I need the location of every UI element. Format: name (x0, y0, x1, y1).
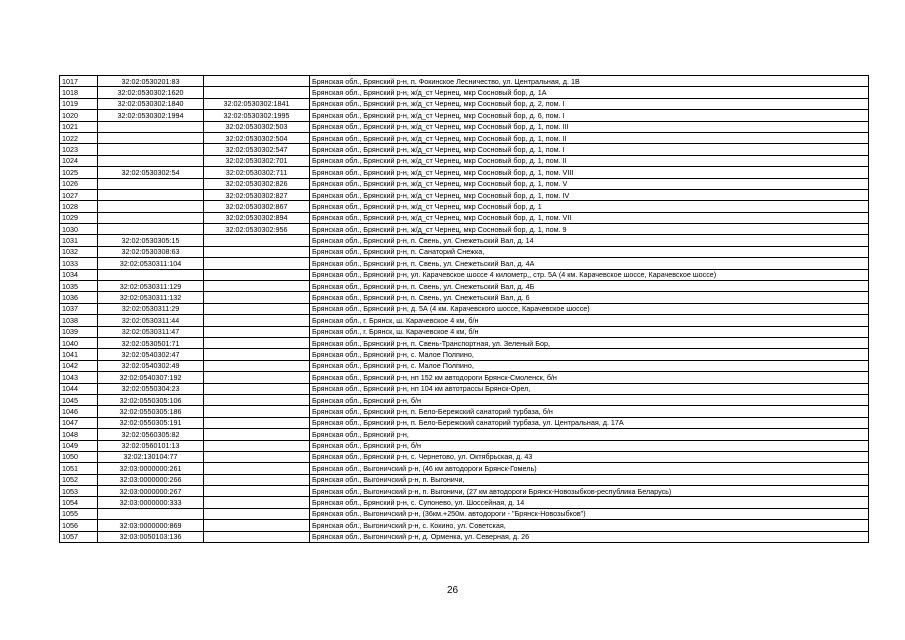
table-row (60, 258, 869, 269)
cadastral-number-cell: 32:02:0530311:129 (98, 281, 204, 292)
table-row (60, 531, 869, 542)
related-cadastral-number-cell (204, 292, 310, 303)
cadastral-number-cell: 32:02:0530302:1840 (98, 98, 204, 109)
address-cell: Брянская обл., Выгоничский р-н, (36км.+250м. автодороги - "Брянск-Новозыбков") (310, 508, 869, 519)
table-row (60, 429, 869, 440)
address-cell: Брянская обл., Брянский р-н, ж/д_ст Чернец, мкр Сосновый бор, д. 1, пом. V (310, 178, 869, 189)
related-cadastral-number-cell (204, 337, 310, 348)
related-cadastral-number-cell (204, 520, 310, 531)
table-row (60, 303, 869, 314)
cadastral-number-cell (98, 132, 204, 143)
table-row (60, 486, 869, 497)
related-cadastral-number-cell: 32:02:0530302:1841 (204, 98, 310, 109)
address-cell: Брянская обл., Брянский р-н, с. Супонево, ул. Шоссейная, д. 14 (310, 497, 869, 508)
cadastral-number-cell: 32:02:0530308:63 (98, 246, 204, 257)
related-cadastral-number-cell (204, 394, 310, 405)
address-cell: Брянская обл., Брянский р-н, п. Свень, ул. Снежетьский Вал, д. 4А (310, 258, 869, 269)
row-number-cell: 1040 (60, 337, 98, 348)
cadastral-number-cell: 32:02:0530311:29 (98, 303, 204, 314)
address-cell: Брянская обл., Брянский р-н, б/н (310, 394, 869, 405)
cadastral-number-cell: 32:02:130104:77 (98, 451, 204, 462)
table-row (60, 315, 869, 326)
row-number-cell: 1037 (60, 303, 98, 314)
table-row (60, 167, 869, 178)
related-cadastral-number-cell (204, 429, 310, 440)
row-number-cell: 1044 (60, 383, 98, 394)
table-row (60, 508, 869, 519)
cadastral-number-cell (98, 224, 204, 235)
table-row (60, 394, 869, 405)
cadastral-number-cell (98, 201, 204, 212)
related-cadastral-number-cell (204, 372, 310, 383)
table-row (60, 246, 869, 257)
table-row (60, 144, 869, 155)
cadastral-number-cell: 32:02:0530302:1620 (98, 87, 204, 98)
cadastral-number-cell (98, 508, 204, 519)
table-row (60, 87, 869, 98)
cadastral-number-cell: 32:03:0000000:869 (98, 520, 204, 531)
address-cell: Брянская обл., Брянский р-н, с. Малое Полпино, (310, 349, 869, 360)
related-cadastral-number-cell (204, 349, 310, 360)
row-number-cell: 1047 (60, 417, 98, 428)
related-cadastral-number-cell: 32:02:0530302:547 (204, 144, 310, 155)
table-row (60, 132, 869, 143)
row-number-cell: 1029 (60, 212, 98, 223)
address-cell: Брянская обл., Брянский р-н, ул. Карачевское шоссе 4 километр,, стр. 5А (4 км. Карачевское шоссе, Карачевское шоссе) (310, 269, 869, 280)
cadastral-number-cell: 32:03:0000000:266 (98, 474, 204, 485)
related-cadastral-number-cell (204, 281, 310, 292)
row-number-cell: 1028 (60, 201, 98, 212)
table-row (60, 235, 869, 246)
cadastral-number-cell: 32:02:0550304:23 (98, 383, 204, 394)
table-row (60, 463, 869, 474)
cadastral-number-cell: 32:02:0530311:104 (98, 258, 204, 269)
cadastral-number-cell (98, 155, 204, 166)
related-cadastral-number-cell (204, 440, 310, 451)
related-cadastral-number-cell: 32:02:0530302:504 (204, 132, 310, 143)
row-number-cell: 1035 (60, 281, 98, 292)
address-cell: Брянская обл., Брянский р-н, п. Бело-Бережский санаторий турбаза, б/н (310, 406, 869, 417)
cadastral-number-cell: 32:02:0550305:186 (98, 406, 204, 417)
row-number-cell: 1020 (60, 110, 98, 121)
row-number-cell: 1052 (60, 474, 98, 485)
related-cadastral-number-cell (204, 463, 310, 474)
cadastral-number-cell: 32:02:0530501:71 (98, 337, 204, 348)
address-cell: Брянская обл., Брянский р-н, д. 5А (4 км. Карачевского шоссе, Карачевское шоссе) (310, 303, 869, 314)
row-number-cell: 1024 (60, 155, 98, 166)
address-cell: Брянская обл., Выгоничский р-н, п. Выгоничи, (310, 474, 869, 485)
cadastral-number-cell (98, 269, 204, 280)
row-number-cell: 1026 (60, 178, 98, 189)
address-cell: Брянская обл., Брянский р-н, п. Свень, ул. Снежетьский Вал, д. 4Б (310, 281, 869, 292)
related-cadastral-number-cell: 32:02:0530302:826 (204, 178, 310, 189)
table-row (60, 269, 869, 280)
row-number-cell: 1027 (60, 189, 98, 200)
row-number-cell: 1031 (60, 235, 98, 246)
related-cadastral-number-cell (204, 315, 310, 326)
row-number-cell: 1018 (60, 87, 98, 98)
table-row (60, 189, 869, 200)
related-cadastral-number-cell (204, 246, 310, 257)
row-number-cell: 1051 (60, 463, 98, 474)
address-cell: Брянская обл., Брянский р-н, ж/д_ст Чернец, мкр Сосновый бор, д. 2, пом. I (310, 98, 869, 109)
related-cadastral-number-cell: 32:02:0530302:1995 (204, 110, 310, 121)
cadastral-number-cell: 32:03:0050103:136 (98, 531, 204, 542)
related-cadastral-number-cell (204, 497, 310, 508)
table-row (60, 155, 869, 166)
cadastral-number-cell (98, 121, 204, 132)
cadastral-number-cell: 32:02:0540302:49 (98, 360, 204, 371)
cadastral-number-cell: 32:02:0530201:83 (98, 76, 204, 87)
cadastral-number-cell: 32:02:0530311:44 (98, 315, 204, 326)
table-row (60, 121, 869, 132)
row-number-cell: 1056 (60, 520, 98, 531)
address-cell: Брянская обл., Брянский р-н, ж/д_ст Чернец, мкр Сосновый бор, д. 1, пом. II (310, 132, 869, 143)
address-cell: Брянская обл., Брянский р-н, с. Чернетово, ул. Октябрьская, д. 43 (310, 451, 869, 462)
table-row (60, 520, 869, 531)
table-row (60, 451, 869, 462)
cadastral-number-cell: 32:03:0000000:261 (98, 463, 204, 474)
row-number-cell: 1042 (60, 360, 98, 371)
row-number-cell: 1017 (60, 76, 98, 87)
address-cell: Брянская обл., Брянский р-н, п. Свень, ул. Снежетьский Вал, д. 14 (310, 235, 869, 246)
address-cell: Брянская обл., Брянский р-н, с. Малое Полпино, (310, 360, 869, 371)
page-number: 26 (446, 585, 459, 596)
related-cadastral-number-cell (204, 486, 310, 497)
address-cell: Брянская обл., Брянский р-н, ж/д_ст Чернец, мкр Сосновый бор, д. 1, пом. I (310, 144, 869, 155)
cadastral-number-cell (98, 212, 204, 223)
table-row (60, 349, 869, 360)
table-row (60, 281, 869, 292)
row-number-cell: 1030 (60, 224, 98, 235)
table-row (60, 497, 869, 508)
address-cell: Брянская обл., Брянский р-н, п. Фокинское Лесничество, ул. Центральная, д. 1В (310, 76, 869, 87)
cadastral-number-cell: 32:02:0530302:1994 (98, 110, 204, 121)
cadastral-number-cell: 32:02:0530311:132 (98, 292, 204, 303)
related-cadastral-number-cell (204, 508, 310, 519)
related-cadastral-number-cell (204, 258, 310, 269)
table-row (60, 337, 869, 348)
table-row (60, 292, 869, 303)
address-cell: Брянская обл., Брянский р-н, ж/д_ст Чернец, мкр Сосновый бор, д. 1, пом. IV (310, 189, 869, 200)
related-cadastral-number-cell (204, 417, 310, 428)
address-cell: Брянская обл., Выгоничский р-н, п. Выгоничи, (27 км автодороги Брянск-Новозыбков-республика Беларусь) (310, 486, 869, 497)
address-cell: Брянская обл., Брянский р-н, ж/д_ст Чернец, мкр Сосновый бор, д. 1, пом. VIII (310, 167, 869, 178)
related-cadastral-number-cell: 32:02:0530302:711 (204, 167, 310, 178)
related-cadastral-number-cell (204, 269, 310, 280)
cadastral-number-cell: 32:02:0550305:106 (98, 394, 204, 405)
row-number-cell: 1046 (60, 406, 98, 417)
table-row (60, 76, 869, 87)
cadastral-number-cell: 32:02:0560101:13 (98, 440, 204, 451)
table-row (60, 440, 869, 451)
cadastral-number-cell (98, 144, 204, 155)
table-row (60, 212, 869, 223)
related-cadastral-number-cell (204, 451, 310, 462)
row-number-cell: 1023 (60, 144, 98, 155)
table-row (60, 98, 869, 109)
address-cell: Брянская обл., Брянский р-н, ж/д_ст Чернец, мкр Сосновый бор, д. 1 (310, 201, 869, 212)
related-cadastral-number-cell (204, 87, 310, 98)
row-number-cell: 1049 (60, 440, 98, 451)
related-cadastral-number-cell (204, 474, 310, 485)
related-cadastral-number-cell (204, 360, 310, 371)
address-cell: Брянская обл., Брянский р-н, ж/д_ст Чернец, мкр Сосновый бор, д. 1, пом. VII (310, 212, 869, 223)
row-number-cell: 1019 (60, 98, 98, 109)
cadastral-number-cell: 32:03:0000000:267 (98, 486, 204, 497)
table-row (60, 417, 869, 428)
row-number-cell: 1032 (60, 246, 98, 257)
row-number-cell: 1050 (60, 451, 98, 462)
address-cell: Брянская обл., г. Брянск, ш. Карачевское 4 км, б/н (310, 315, 869, 326)
cadastral-number-cell (98, 189, 204, 200)
row-number-cell: 1021 (60, 121, 98, 132)
address-cell: Брянская обл., Брянский р-н, п. Санаторий Снежка, (310, 246, 869, 257)
related-cadastral-number-cell (204, 406, 310, 417)
address-cell: Брянская обл., Брянский р-н, ж/д_ст Чернец, мкр Сосновый бор, д. 1, пом. III (310, 121, 869, 132)
row-number-cell: 1053 (60, 486, 98, 497)
address-cell: Брянская обл., г. Брянск, ш. Карачевское 4 км, б/н (310, 326, 869, 337)
cadastral-number-cell: 32:02:0530305:15 (98, 235, 204, 246)
address-cell: Брянская обл., Выгоничский р-н, д. Орменка, ул. Северная, д. 26 (310, 531, 869, 542)
cadastral-number-cell: 32:02:0560305:82 (98, 429, 204, 440)
address-cell: Брянская обл., Брянский р-н, п. Свень, ул. Снежетьский Вал, д. 6 (310, 292, 869, 303)
row-number-cell: 1036 (60, 292, 98, 303)
cadastral-number-cell: 32:02:0530311:47 (98, 326, 204, 337)
row-number-cell: 1025 (60, 167, 98, 178)
address-cell: Брянская обл., Брянский р-н, (310, 429, 869, 440)
table-row (60, 110, 869, 121)
address-cell: Брянская обл., Брянский р-н, нп 152 км автодороги Брянск-Смоленск, б/н (310, 372, 869, 383)
address-cell: Брянская обл., Брянский р-н, б/н (310, 440, 869, 451)
cadastral-number-cell: 32:02:0540307:192 (98, 372, 204, 383)
row-number-cell: 1034 (60, 269, 98, 280)
table-row (60, 326, 869, 337)
row-number-cell: 1043 (60, 372, 98, 383)
address-cell: Брянская обл., Брянский р-н, ж/д_ст Чернец, мкр Сосновый бор, д. 1А (310, 87, 869, 98)
table-row (60, 360, 869, 371)
related-cadastral-number-cell: 32:02:0530302:867 (204, 201, 310, 212)
address-cell: Брянская обл., Брянский р-н, п. Бело-Бережский санаторий турбаза, ул. Центральная, д. 17А (310, 417, 869, 428)
table-row (60, 224, 869, 235)
related-cadastral-number-cell: 32:02:0530302:827 (204, 189, 310, 200)
related-cadastral-number-cell: 32:02:0530302:956 (204, 224, 310, 235)
table-row (60, 474, 869, 485)
table-row (60, 406, 869, 417)
address-cell: Брянская обл., Брянский р-н, п. Свень-Транспортная, ул. Зеленый Бор, (310, 337, 869, 348)
table-row (60, 383, 869, 394)
cadastral-number-cell: 32:02:0540302:47 (98, 349, 204, 360)
row-number-cell: 1041 (60, 349, 98, 360)
related-cadastral-number-cell (204, 303, 310, 314)
address-cell: Брянская обл., Выгоничский р-н, (46 км автодороги Брянск-Гомель) (310, 463, 869, 474)
row-number-cell: 1038 (60, 315, 98, 326)
cadastral-number-cell: 32:02:0550305:191 (98, 417, 204, 428)
row-number-cell: 1057 (60, 531, 98, 542)
related-cadastral-number-cell (204, 76, 310, 87)
related-cadastral-number-cell (204, 326, 310, 337)
address-cell: Брянская обл., Брянский р-н, нп 104 км автотрассы Брянск-Орел, (310, 383, 869, 394)
row-number-cell: 1045 (60, 394, 98, 405)
related-cadastral-number-cell (204, 235, 310, 246)
row-number-cell: 1055 (60, 508, 98, 519)
row-number-cell: 1048 (60, 429, 98, 440)
cadastral-number-cell: 32:02:0530302:54 (98, 167, 204, 178)
cadastral-number-cell (98, 178, 204, 189)
address-cell: Брянская обл., Брянский р-н, ж/д_ст Чернец, мкр Сосновый бор, д. 1, пом. II (310, 155, 869, 166)
table-row (60, 372, 869, 383)
row-number-cell: 1054 (60, 497, 98, 508)
register-table-body (60, 76, 869, 543)
cadastral-number-cell: 32:03:0000000:333 (98, 497, 204, 508)
address-cell: Брянская обл., Брянский р-н, ж/д_ст Чернец, мкр Сосновый бор, д. 6, пом. I (310, 110, 869, 121)
address-cell: Брянская обл., Выгоничский р-н, с. Кокино, ул. Советская, (310, 520, 869, 531)
row-number-cell: 1039 (60, 326, 98, 337)
table-row (60, 178, 869, 189)
address-cell: Брянская обл., Брянский р-н, ж/д_ст Чернец, мкр Сосновый бор, д. 1, пом. 9 (310, 224, 869, 235)
table-row (60, 201, 869, 212)
related-cadastral-number-cell: 32:02:0530302:503 (204, 121, 310, 132)
row-number-cell: 1022 (60, 132, 98, 143)
related-cadastral-number-cell (204, 531, 310, 542)
related-cadastral-number-cell: 32:02:0530302:701 (204, 155, 310, 166)
related-cadastral-number-cell: 32:02:0530302:894 (204, 212, 310, 223)
row-number-cell: 1033 (60, 258, 98, 269)
register-table (59, 75, 869, 543)
related-cadastral-number-cell (204, 383, 310, 394)
